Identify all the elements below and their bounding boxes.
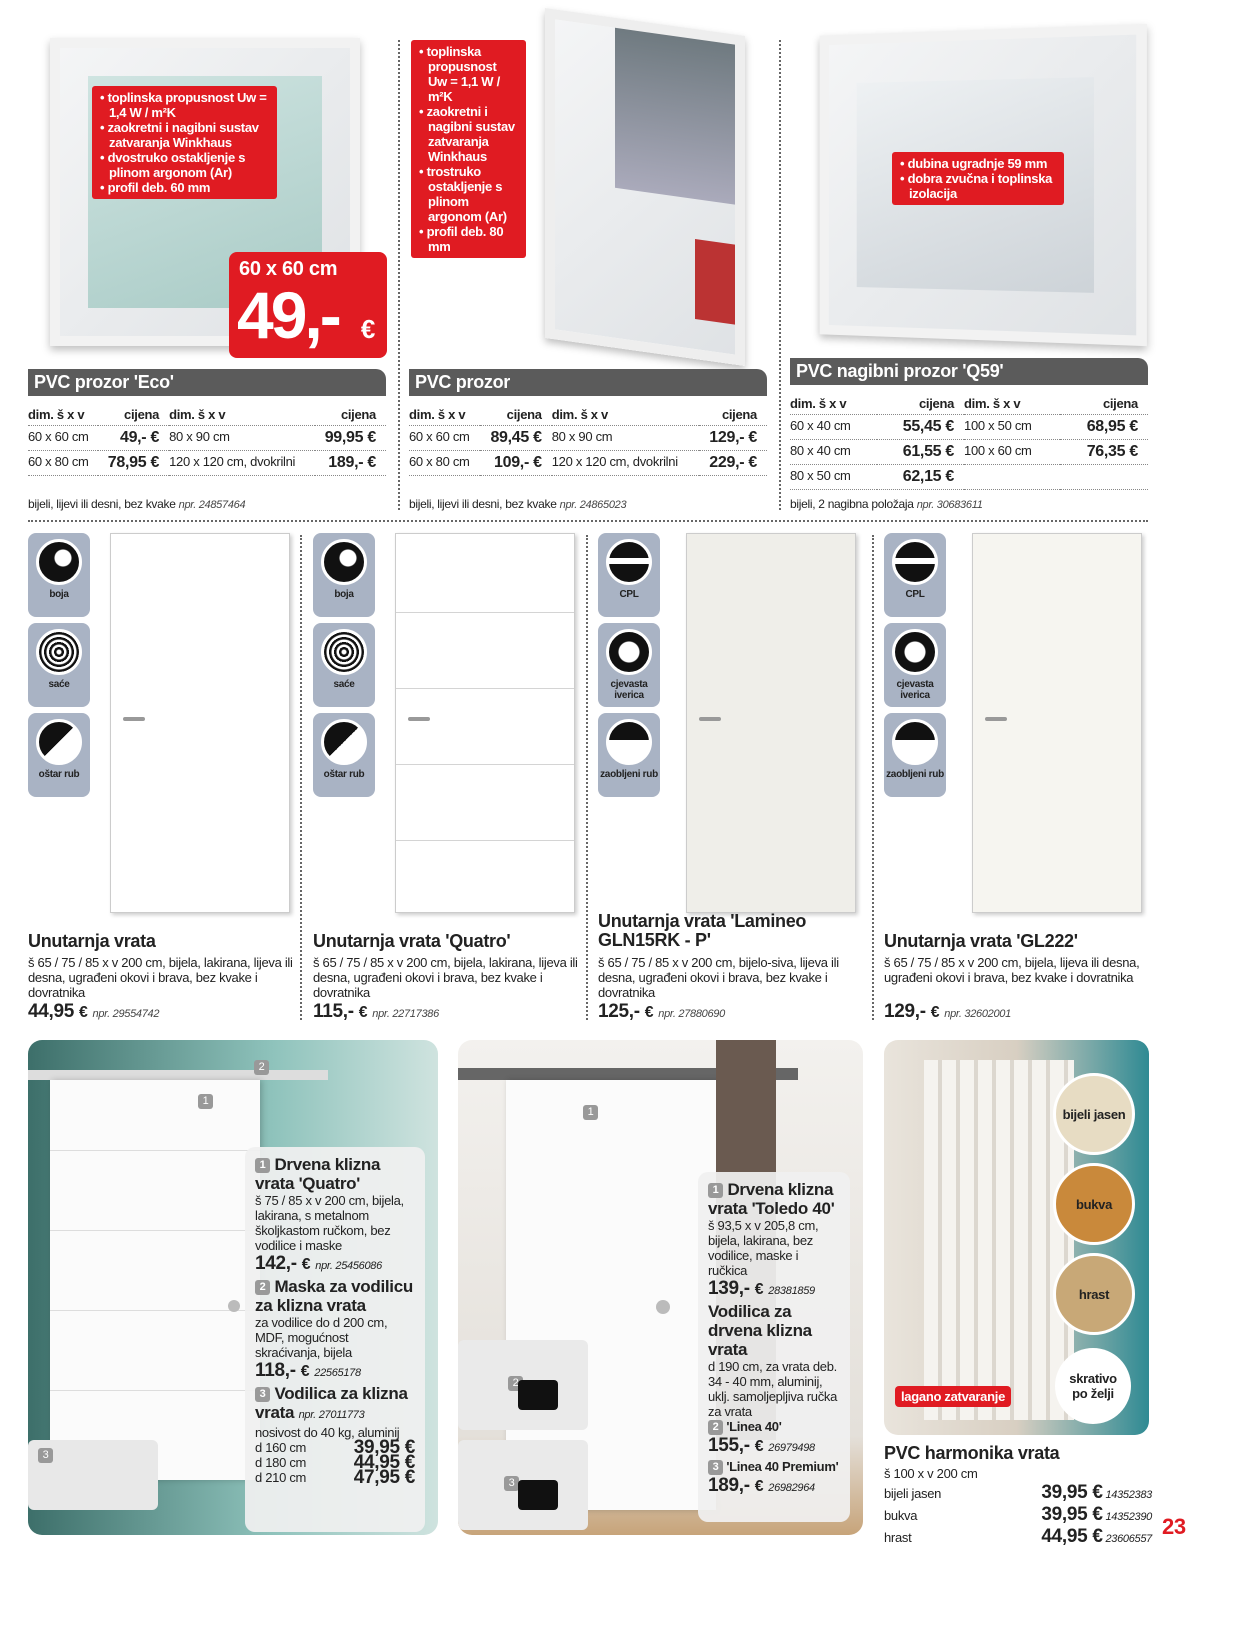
currency: € — [301, 1256, 311, 1273]
price-row — [884, 1526, 1152, 1548]
badge-easy-closing: lagano zatvaranje — [895, 1386, 1011, 1407]
marker: 1 — [255, 1158, 270, 1173]
product-card — [245, 1147, 425, 1532]
currency: € — [79, 1004, 88, 1021]
color-swatch-hrast: hrast — [1053, 1253, 1135, 1335]
price: 189,- — [708, 1475, 750, 1497]
door-title: Unutarnja vrata 'Quatro' — [313, 931, 511, 951]
divider — [398, 40, 400, 510]
price-cell: 68,95 € — [1060, 415, 1148, 440]
article-number: npr. 24865023 — [559, 499, 627, 511]
product-header: PVC prozor — [409, 369, 767, 396]
price: 39,95 € — [353, 1437, 415, 1458]
feature-label: saće — [48, 679, 70, 690]
feature-badge — [313, 623, 375, 707]
feature-badge — [598, 533, 660, 617]
currency: € — [644, 1004, 654, 1021]
boja-icon — [321, 539, 367, 585]
price-group — [1041, 1526, 1152, 1548]
price-table — [790, 393, 1148, 490]
size-cell: 80 x 40 cm — [790, 440, 877, 465]
product-desc: d 190 cm, za vrata deb. 34 - 40 mm, aluminij, uklj. samoljepljiva ručka za vrata — [708, 1359, 838, 1419]
column-header: dim. š x v — [28, 404, 98, 426]
column-header: cijena — [699, 404, 767, 426]
product-title: PVC harmonika vrata — [884, 1443, 1060, 1463]
product-note — [28, 497, 245, 511]
variant-name: bukva — [884, 1508, 918, 1523]
price-cell: 76,35 € — [1060, 440, 1148, 465]
price: 142,- — [255, 1253, 297, 1274]
price: 39,95 € — [1041, 1482, 1103, 1503]
product-note — [790, 497, 983, 511]
table-header-row — [409, 404, 767, 426]
feature-badge — [884, 533, 946, 617]
feature-badge — [28, 713, 90, 797]
size-cell: 60 x 60 cm — [409, 426, 480, 451]
price-cell: 62,15 € — [877, 465, 965, 490]
spec-item: • dobra zvučna i toplinska izolacija — [900, 171, 1053, 201]
price: 129,- — [884, 1001, 926, 1022]
door-title: Unutarnja vrata 'Lamineo GLN15RK - P' — [598, 911, 807, 950]
size-cell — [964, 465, 1060, 490]
price-cell — [1060, 465, 1148, 490]
price-cell: 109,- € — [480, 451, 552, 476]
product-title: Vodilica za drvena klizna vrata — [708, 1302, 812, 1359]
marker: 1 — [198, 1094, 213, 1109]
folding-door-image — [924, 1060, 1074, 1420]
marker: 3 — [504, 1476, 519, 1491]
product-desc: š 93,5 x v 205,8 cm, bijela, lakirana, bez vodilice, maske i ručkica — [708, 1218, 819, 1278]
spec-item: • zaokretni i nagibni sustav zatvaranja Winkhaus — [419, 104, 515, 164]
price-cell: 61,55 € — [877, 440, 965, 465]
door-image — [686, 533, 856, 913]
marker: 2 — [255, 1280, 270, 1295]
spec-item: • dvostruko ostakljenje s plinom argonom (Ar) — [100, 150, 246, 180]
article-number: 26982964 — [768, 1482, 815, 1495]
article-number: npr. 27880690 — [658, 1008, 725, 1020]
badge-price: 49,- — [237, 278, 339, 352]
door-handle — [699, 717, 721, 721]
currency: € — [930, 1004, 940, 1021]
door-handle — [408, 717, 430, 721]
product-header: PVC prozor 'Eco' — [28, 369, 386, 396]
feature-badge — [28, 533, 90, 617]
handle-image — [458, 1340, 588, 1430]
column-header: dim. š x v — [552, 404, 700, 426]
feature-label: boja — [334, 589, 354, 600]
feature-badge — [313, 713, 375, 797]
size-cell: 80 x 90 cm — [552, 426, 700, 451]
spec-box-eco — [92, 86, 277, 199]
column-header: cijena — [480, 404, 552, 426]
article-number: 14352390 — [1102, 1511, 1152, 1523]
feature-label: oštar rub — [38, 769, 80, 780]
feature-badge — [598, 713, 660, 797]
color-swatch-bijeli-jasen: bijeli jasen — [1053, 1073, 1135, 1155]
size-cell: 80 x 50 cm — [790, 465, 877, 490]
spec-item: • profil deb. 60 mm — [100, 180, 211, 195]
column-header: cijena — [877, 393, 965, 415]
column-header: cijena — [1060, 393, 1148, 415]
price-table — [409, 404, 767, 476]
zaobljeni-rub-icon — [892, 719, 938, 765]
product-title: Drvena klizna vrata 'Toledo 40' — [708, 1180, 835, 1218]
article-number: 26979498 — [768, 1442, 815, 1455]
marker: 1 — [583, 1105, 598, 1120]
product-desc: š 75 / 85 x v 200 cm, bijela, lakirana, s metalnom školjkastom ručkom, bez vodilice i maske — [255, 1193, 404, 1253]
size-cell: 100 x 60 cm — [964, 440, 1060, 465]
article-number: npr. 25456086 — [315, 1260, 382, 1272]
saće-icon — [36, 629, 82, 675]
door-desc: š 65 / 75 / 85 x v 200 cm, bijela, lijeva ili desna, ugrađeni okovi i brava, bez kvake i dovratnika — [884, 955, 1140, 985]
price-row — [255, 1467, 415, 1488]
marker: 2 — [254, 1060, 269, 1075]
table-row — [409, 451, 767, 476]
column-header: dim. š x v — [169, 404, 315, 426]
article-number: npr. 27011773 — [298, 1409, 365, 1421]
door-price — [28, 1001, 159, 1023]
feature-label: saće — [333, 679, 355, 690]
sliding-door-image — [50, 1080, 260, 1480]
price-badge — [229, 252, 387, 358]
product-desc: š 100 x v 200 cm — [884, 1466, 978, 1481]
zaobljeni-rub-icon — [606, 719, 652, 765]
badge-currency: € — [360, 314, 375, 344]
price: 139,- — [708, 1278, 750, 1299]
note-text: bijeli, 2 nagibna položaja — [790, 497, 914, 511]
size-cell: 60 x 40 cm — [790, 415, 877, 440]
feature-label: zaobljeni rub — [886, 769, 944, 780]
size-cell: 100 x 50 cm — [964, 415, 1060, 440]
table-header-row — [28, 404, 386, 426]
variant-name: hrast — [884, 1530, 912, 1545]
feature-badge — [884, 713, 946, 797]
column-header: dim. š x v — [409, 404, 480, 426]
feature-label: CPL — [619, 589, 639, 600]
feature-label: boja — [49, 589, 69, 600]
feature-label: CPL — [905, 589, 925, 600]
price-cell: 99,95 € — [315, 426, 386, 451]
currency: € — [358, 1004, 368, 1021]
door-groove — [396, 840, 574, 841]
size-cell: 120 x 120 cm, dvokrilni — [169, 451, 315, 476]
column-header: dim. š x v — [790, 393, 877, 415]
door-title: Unutarnja vrata — [28, 931, 156, 951]
product-card — [698, 1172, 850, 1522]
column-header: dim. š x v — [964, 393, 1060, 415]
door-price — [598, 1001, 725, 1023]
product-title: Vodilica za klizna vrata — [255, 1384, 408, 1422]
product-desc: za vodilice do d 200 cm, MDF, mogućnost skraćivanja, bijela — [255, 1315, 388, 1360]
size: d 160 cm — [255, 1440, 307, 1455]
door-desc: š 65 / 75 / 85 x v 200 cm, bijela, lakirana, lijeva ili desna, ugrađeni okovi i brava, bez kvake i dovratnika — [313, 955, 578, 1000]
divider — [779, 40, 781, 510]
price-group — [1041, 1482, 1152, 1504]
table-row — [28, 426, 386, 451]
divider — [28, 520, 1148, 522]
price: 44,95 € — [353, 1452, 415, 1473]
table-row — [790, 465, 1148, 490]
article-number: 23606557 — [1102, 1533, 1152, 1545]
door-title: Unutarnja vrata 'GL222' — [884, 931, 1078, 951]
note-text: bijeli, lijevi ili desni, bez kvake — [409, 497, 557, 511]
door-image — [395, 533, 575, 913]
size-cell: 60 x 80 cm — [409, 451, 480, 476]
price-row — [884, 1482, 1152, 1504]
marker: 2 — [508, 1376, 523, 1391]
price-cell: 55,45 € — [877, 415, 965, 440]
column-header: cijena — [315, 404, 386, 426]
spec-box-q59 — [892, 152, 1064, 205]
page-number: 23 — [1162, 1514, 1186, 1539]
price: 118,- — [255, 1360, 296, 1381]
article-number: 22565178 — [314, 1367, 361, 1379]
variant-name: 'Linea 40 Premium' — [726, 1459, 839, 1475]
marker: 2 — [708, 1420, 723, 1435]
price-table — [28, 404, 386, 476]
badge-size: 60 x 60 cm — [239, 258, 338, 280]
size-cell: 60 x 80 cm — [28, 451, 98, 476]
spec-box-pvc — [411, 40, 526, 258]
product-title: Drvena klizna vrata 'Quatro' — [255, 1155, 381, 1193]
price: 44,95 — [28, 1001, 75, 1022]
marker: 3 — [708, 1460, 723, 1475]
color-swatch-bukva: bukva — [1053, 1163, 1135, 1245]
cjevasta-iverica-icon — [892, 629, 938, 675]
door-desc: š 65 / 75 / 85 x v 200 cm, bijelo-siva, lijeva ili desna, ugrađeni okovi i brava, bez kvake i dovratnika — [598, 955, 839, 1000]
price-cell: 129,- € — [699, 426, 767, 451]
badge-shortenable: skrativo po želji — [1055, 1348, 1131, 1424]
door-desc: š 65 / 75 / 85 x v 200 cm, bijela, lakirana, lijeva ili desna, ugrađeni okovi i brava, bez kvake i dovratnika — [28, 955, 293, 1000]
currency: € — [300, 1363, 310, 1380]
article-number: npr. 24857464 — [178, 499, 246, 511]
oštar-rub-icon — [36, 719, 82, 765]
spec-item: • dubina ugradnje 59 mm — [900, 156, 1048, 171]
price-row — [884, 1504, 1152, 1526]
spec-item: • toplinska propusnost Uw = 1,1 W / m²K — [419, 44, 500, 104]
feature-badge — [598, 623, 660, 707]
size-cell: 60 x 60 cm — [28, 426, 98, 451]
saće-icon — [321, 629, 367, 675]
price: 115,- — [313, 1001, 354, 1022]
price: 125,- — [598, 1001, 640, 1022]
size: d 180 cm — [255, 1455, 307, 1470]
marker: 3 — [38, 1448, 53, 1463]
product-note — [409, 497, 626, 511]
door-handle — [985, 717, 1007, 721]
table-row — [28, 451, 386, 476]
spec-item: • profil deb. 80 mm — [419, 224, 504, 254]
price-cell: 89,45 € — [480, 426, 552, 451]
marker: 3 — [255, 1387, 270, 1402]
feature-badge — [884, 623, 946, 707]
variant-name: bijeli jasen — [884, 1486, 942, 1501]
product-desc: nosivost do 40 kg, aluminij — [255, 1425, 400, 1440]
variant-name: 'Linea 40' — [726, 1419, 782, 1434]
price: 39,95 € — [1041, 1504, 1103, 1525]
article-number: npr. 22717386 — [372, 1008, 439, 1020]
column-header: cijena — [98, 404, 169, 426]
price-cell: 78,95 € — [98, 451, 169, 476]
table-header-row — [790, 393, 1148, 415]
door-image — [972, 533, 1142, 913]
spec-item: • trostruko ostakljenje s plinom argonom (Ar) — [419, 164, 507, 224]
price-group — [1041, 1504, 1152, 1526]
feature-label: cjevasta iverica — [610, 679, 648, 701]
size: d 210 cm — [255, 1470, 307, 1485]
price-cell: 49,- € — [98, 426, 169, 451]
guide-image — [28, 1440, 158, 1510]
product-title: Maska za vodilicu za klizna vrata — [255, 1277, 413, 1315]
size-cell: 120 x 120 cm, dvokrilni — [552, 451, 700, 476]
feature-label: oštar rub — [323, 769, 365, 780]
CPL-icon — [606, 539, 652, 585]
boja-icon — [36, 539, 82, 585]
article-number: npr. 29554742 — [92, 1008, 160, 1020]
feature-badge — [28, 623, 90, 707]
door-groove — [396, 688, 574, 689]
door-price — [313, 1001, 439, 1023]
currency: € — [754, 1438, 764, 1456]
price: 155,- — [708, 1435, 750, 1457]
table-row — [409, 426, 767, 451]
price-cell: 229,- € — [699, 451, 767, 476]
door-groove — [396, 764, 574, 765]
door-handle — [123, 717, 145, 721]
article-number: npr. 30683611 — [916, 499, 983, 511]
spec-item: • zaokretni i nagibni sustav zatvaranja Winkhaus — [100, 120, 259, 150]
article-number: 28381859 — [768, 1285, 815, 1297]
note-text: bijeli, lijevi ili desni, bez kvake — [28, 497, 176, 511]
cjevasta-iverica-icon — [606, 629, 652, 675]
door-price — [884, 1001, 1011, 1023]
currency: € — [754, 1478, 764, 1496]
size-cell: 80 x 90 cm — [169, 426, 315, 451]
article-number: 14352383 — [1102, 1489, 1152, 1501]
table-row — [790, 415, 1148, 440]
window-pvc-image — [545, 8, 745, 366]
price: 47,95 € — [353, 1467, 415, 1488]
spec-item: • toplinska propusnost Uw = 1,4 W / m²K — [100, 90, 267, 120]
feature-badge — [313, 533, 375, 617]
article-number: npr. 32602001 — [944, 1008, 1011, 1020]
door-groove — [396, 612, 574, 613]
price: 44,95 € — [1041, 1526, 1103, 1547]
currency: € — [754, 1281, 764, 1298]
price-cell: 189,- € — [315, 451, 386, 476]
door-image — [110, 533, 290, 913]
divider — [872, 535, 874, 1020]
feature-label: cjevasta iverica — [896, 679, 934, 701]
feature-label: zaobljeni rub — [600, 769, 658, 780]
product-header: PVC nagibni prozor 'Q59' — [790, 358, 1148, 385]
handle-image — [458, 1440, 588, 1530]
CPL-icon — [892, 539, 938, 585]
table-row — [790, 440, 1148, 465]
oštar-rub-icon — [321, 719, 367, 765]
marker: 1 — [708, 1183, 723, 1198]
